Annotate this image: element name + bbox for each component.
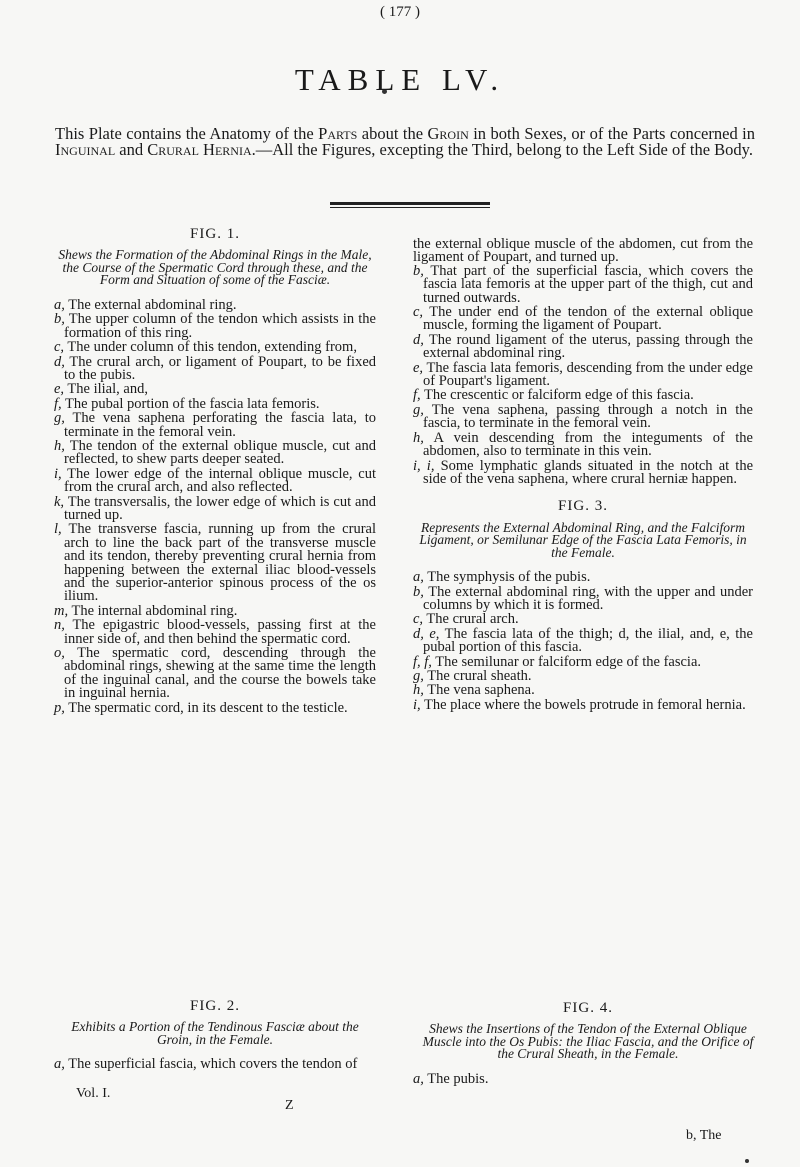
list-item [54,465,376,496]
item-key: d, [413,331,424,348]
list-item [413,457,754,487]
item-key: i, [54,465,62,482]
list-item [413,583,753,614]
item-text: The under end of the tendon of the external oblique muscle, forming the ligament of Poupart. [423,304,753,334]
item-key: i, i, [413,457,435,474]
list-item [413,262,753,306]
item-key: a, [413,569,424,586]
item-text: The external abdominal ring. [64,296,237,313]
item-text: The fascia lata femoris, descending from the under edge of Poupart's ligament. [423,359,753,390]
list-item [54,647,376,701]
intro-text: about the [357,124,428,143]
fig3-caption: Represents the External Abdominal Ring, and the Falciform Ligament, or Semilunar Edge of the Fascia Lata Femoris, in the Female. [419,519,747,560]
item-text: The pubis. [423,1070,489,1087]
item-text: The vena saphena. [423,682,535,699]
item-text: The transversalis, the lower edge of which is cut and turned up. [64,493,376,523]
divider-thick [330,202,490,205]
item-text: The round ligament of the uterus, passing through the external abdominal ring. [423,331,753,362]
item-text: The spermatic cord, descending through the abdominal rings, shewing at the same time the length of the inguinal canal, and the course the bowels take in inguinal hernia. [64,645,376,702]
fig3-legend-list [413,571,753,712]
intro-text: Crural Hernia [147,140,252,159]
item-text: That part of the superficial fascia, which covers the fascia lata femoris at the upper part of the thigh, cut and turned outwards. [423,262,753,306]
list-item [54,699,376,716]
item-text: The vena saphena perforating the fascia lata, to terminate in the femoral vein. [64,410,376,440]
item-key: n, [54,617,65,634]
item-text: The crural sheath. [423,668,532,685]
list-item [413,684,753,697]
item-text: The symphysis of the pubis. [423,569,591,586]
list-item [54,341,376,354]
fig1-heading: FIG. 1. [190,226,240,242]
intro-text: in both Sexes, or of the Parts concerned in [468,124,755,143]
catchword: b, The [686,1128,722,1143]
item-key: a, [54,296,65,313]
intro-text: Inguinal [55,140,116,159]
divider-thin [330,207,490,208]
list-item [413,429,753,460]
fig2-caption: Exhibits a Portion of the Tendinous Fasciæ about the Groin, in the Female. [71,1019,359,1047]
intro-text: Parts [318,124,358,143]
fig4-caption: Shews the Insertions of the Tendon of the External Oblique Muscle into the Os Pubis: the Iliac Fascia, and the Orifice of the Crural Sheath, in the Female. [422,1021,754,1062]
list-item [54,296,376,313]
intro-text: .—All the Figures, excepting the Third, belong to the Left Side of the Body. [251,140,753,159]
left-column [54,228,376,716]
list-item [54,523,376,603]
item-key: b, [54,311,65,328]
item-key: e, [413,359,424,376]
page-title: TABLE LV. [294,62,506,97]
item-key: g, [413,401,424,418]
list-item [413,696,753,713]
item-text: The lower edge of the internal oblique muscle, cut from the crural arch, and also reflected. [61,465,376,496]
item-text: The fascia lata of the thigh; d, the ilial, and, e, the pubal portion of this fascia. [423,625,753,656]
item-key: d, e, [413,625,440,642]
list-item [54,383,376,396]
list-item [413,331,753,362]
item-key: f, f, [413,653,432,670]
fig3-heading: FIG. 3. [558,498,608,515]
item-key: m, [54,602,69,619]
item-key: k, [54,493,65,510]
item-key: g, [54,410,65,427]
intro-paragraph [55,126,755,158]
list-item [413,389,753,402]
list-item [54,1058,376,1071]
ink-dot [745,1159,749,1163]
list-item [413,571,753,584]
list-item [413,670,753,683]
item-key: i, [413,696,421,713]
signature-mark: Z [285,1098,294,1113]
intro-text: Groin [427,124,469,143]
list-item [54,353,376,383]
fig4-block [413,1002,763,1087]
item-key: c, [413,611,424,628]
list-item [54,602,376,619]
fig2-legend-list [413,262,754,487]
intro-text: This Plate contains the Anatomy of the [55,124,319,143]
item-text: The epigastric blood-vessels, passing first at the inner side of, and then behind the spermatic cord. [64,617,376,647]
item-key: b, [413,583,424,600]
item-key: o, [54,645,65,662]
item-key: h, [54,437,65,454]
item-text: The external abdominal ring, with the upper and under columns by which it is formed. [423,583,753,614]
item-text: The ilial, and, [64,381,148,398]
list-item [413,613,753,626]
item-key: h, [413,429,424,446]
item-text: The crescentic or falciform edge of this fascia. [420,387,694,404]
list-item [413,401,753,432]
item-key: e, [54,381,65,398]
fig1-legend-list [54,296,376,716]
list-item [54,313,376,340]
list-item [413,653,753,670]
list-item [413,1070,763,1087]
item-text: The under column of this tendon, extending from, [64,339,357,356]
intro-text: and [115,140,148,159]
item-key: c, [54,339,65,356]
right-column [413,238,753,713]
list-item [413,306,753,333]
item-text: The tendon of the external oblique muscle, cut and reflected, to shew parts deeper seated. [64,437,376,468]
item-text: The superficial fascia, which covers the tendon of [64,1056,358,1073]
list-item [413,359,753,390]
item-text: The crural arch, or ligament of Poupart, to be fixed to the pubis. [64,353,376,383]
fig2-continuation: the external oblique muscle of the abdomen, cut from the ligament of Poupart, and turned up. [413,236,753,266]
item-key: g, [413,668,424,685]
list-item [54,619,376,646]
item-key: f, [54,395,62,412]
list-item [413,625,753,656]
fig4-heading: FIG. 4. [563,1000,613,1016]
item-text: The internal abdominal ring. [68,602,238,619]
fig2-block [54,1000,376,1073]
volume-mark: Vol. I. [76,1086,111,1101]
page-number: ( 177 ) [380,4,420,20]
item-key: a, [413,1070,424,1087]
item-text: The pubal portion of the fascia lata femoris. [61,395,320,412]
item-key: c, [413,304,424,321]
item-key: b, [413,262,424,279]
item-key: a, [54,1056,65,1073]
item-text: The crural arch. [423,611,519,628]
list-item [54,412,376,439]
item-key: l, [54,521,62,538]
item-text: The upper column of the tendon which assists in the formation of this ring. [64,311,376,341]
item-text: A vein descending from the integuments of the abdomen, also to terminate in this vein. [423,429,753,460]
item-text: The vena saphena, passing through a notch in the fascia, to terminate in the femoral vein. [423,401,753,432]
item-key: f, [413,387,421,404]
fig2-heading: FIG. 2. [190,998,240,1014]
item-text: The semilunar or falciform edge of the fascia. [431,653,702,670]
item-text: The place where the bowels protrude in femoral hernia. [420,696,746,713]
item-text: The spermatic cord, in its descent to the testicle. [64,699,348,716]
item-key: h, [413,682,424,699]
item-key: p, [54,699,65,716]
fig1-caption: Shews the Formation of the Abdominal Rings in the Male, the Course of the Spermatic Cord through these, and the Form and Situation of some of the Fasciæ. [58,247,372,288]
list-item [54,437,376,468]
list-item [54,493,376,523]
item-key: d, [54,353,65,370]
item-text: The transverse fascia, running up from the crural arch to line the back part of the transverse muscle and its tendon, thereby preventing crural hernia from happening between the external iliac blood-vessels and the superior-anterior spinous process of the os ilium. [61,521,376,605]
item-text: Some lymphatic glands situated in the notch at the side of the vena saphena, where crural herniæ happen. [423,457,754,487]
list-item [54,395,376,412]
